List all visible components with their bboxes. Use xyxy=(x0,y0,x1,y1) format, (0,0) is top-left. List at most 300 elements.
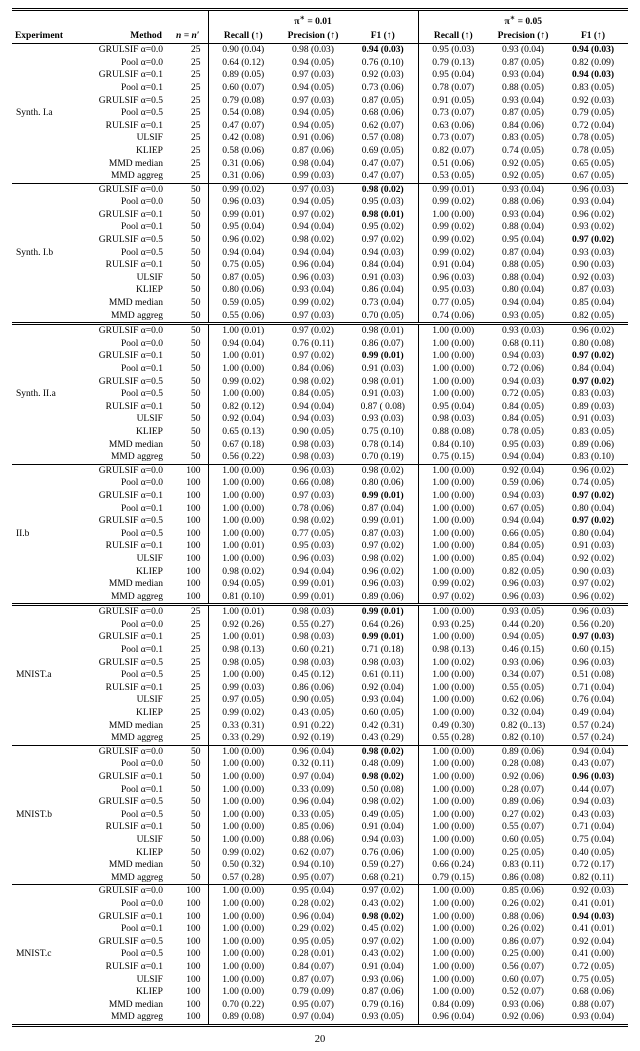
metric-value: 0.41 (0.00) xyxy=(572,949,614,960)
method-label: ULSIF xyxy=(136,133,163,144)
metric-value: 0.67 (0.18) xyxy=(222,439,265,450)
metric-value: 0.91 (0.22) xyxy=(292,720,334,731)
sample-size-value: 25 xyxy=(168,644,208,657)
results-table xyxy=(12,8,628,1027)
metric-value: 0.96 (0.04) xyxy=(292,797,334,808)
metric-value: 0.91 (0.03) xyxy=(572,414,614,425)
metric-value: 0.98 (0.02) xyxy=(222,566,265,577)
metric-value: 0.97 (0.03) xyxy=(278,183,348,196)
metric-value: 0.97 (0.02) xyxy=(348,885,418,898)
method-label: Pool α=0.5 xyxy=(120,247,163,258)
metric-value: 0.92 (0.03) xyxy=(572,272,614,283)
metric-value: 0.95 (0.05) xyxy=(292,936,334,947)
method-label: Pool α=0.0 xyxy=(120,57,163,68)
metric-value: 0.43 (0.07) xyxy=(572,759,614,770)
metric-value: 0.93 (0.04) xyxy=(502,70,544,81)
metric-value: 0.93 (0.06) xyxy=(502,657,544,668)
metric-value: 0.92 (0.02) xyxy=(572,553,614,564)
method-label: MMD aggreg xyxy=(110,1012,163,1023)
method-label: MMD aggreg xyxy=(110,872,163,883)
metric-value: 0.93 (0.03) xyxy=(488,324,558,338)
method-label: GRULSIF α=0.0 xyxy=(72,324,168,338)
metric-value: 0.86 (0.04) xyxy=(348,284,418,297)
table-row xyxy=(12,923,628,936)
metric-value: 0.91 (0.03) xyxy=(572,541,614,552)
metric-value: 0.97 (0.02) xyxy=(572,490,614,501)
table-row xyxy=(12,426,628,439)
method-label: ULSIF xyxy=(136,834,163,845)
metric-value: 0.87 (0.06) xyxy=(292,145,334,156)
sample-size-value: 100 xyxy=(168,974,208,987)
metric-value: 0.74 (0.05) xyxy=(502,145,544,156)
table-row xyxy=(12,107,628,120)
metric-value: 1.00 (0.00) xyxy=(432,338,475,349)
metric-value: 0.80 (0.06) xyxy=(222,285,265,296)
sample-size-value: 25 xyxy=(168,732,208,745)
experiment-label: Synth. I.a xyxy=(15,108,53,119)
metric-value: 0.98 (0.03) xyxy=(292,657,334,668)
metric-value: 0.99 (0.01) xyxy=(348,350,418,363)
sample-size-value: 25 xyxy=(168,158,208,171)
metric-value: 0.99 (0.01) xyxy=(348,631,418,644)
metric-value: 0.60 (0.15) xyxy=(572,645,614,656)
metric-value: 1.00 (0.02) xyxy=(432,657,475,668)
table-row xyxy=(12,566,628,579)
metric-value: 0.99 (0.02) xyxy=(432,222,475,233)
metric-value: 0.76 (0.06) xyxy=(348,847,418,860)
metric-value: 0.55 (0.28) xyxy=(432,733,475,744)
metric-value: 0.87 (0.05) xyxy=(222,272,265,283)
metric-value: 1.00 (0.00) xyxy=(432,209,475,220)
method-label: GRULSIF α=0.0 xyxy=(72,745,168,758)
metric-value: 0.96 (0.02) xyxy=(222,235,265,246)
metric-value: 0.91 (0.04) xyxy=(348,821,418,834)
table-row xyxy=(12,170,628,183)
method-label: Pool α=0.5 xyxy=(120,949,163,960)
method-label: MMD aggreg xyxy=(110,452,163,463)
method-label: Pool α=0.5 xyxy=(120,528,163,539)
sample-size-value: 50 xyxy=(168,413,208,426)
metric-value: 0.97 (0.03) xyxy=(292,310,334,321)
metric-value: 0.99 (0.01) xyxy=(418,183,488,196)
metric-value: 0.92 (0.06) xyxy=(502,1012,544,1023)
table-row xyxy=(12,578,628,591)
metric-value: 0.43 (0.03) xyxy=(572,809,614,820)
table-row xyxy=(12,771,628,784)
metric-value: 0.76 (0.11) xyxy=(292,338,334,349)
metric-value: 0.94 (0.04) xyxy=(292,401,334,412)
metric-value: 0.99 (0.03) xyxy=(222,682,265,693)
col-header-experiment: Experiment xyxy=(12,29,72,44)
metric-value: 1.00 (0.00) xyxy=(432,822,475,833)
metric-value: 1.00 (0.01) xyxy=(222,351,265,362)
metric-value: 0.78 (0.05) xyxy=(572,145,614,156)
metric-value: 0.87 (0.05) xyxy=(502,57,544,68)
metric-value: 0.62 (0.07) xyxy=(292,847,334,858)
col-header-method: Method xyxy=(72,29,168,44)
metric-value: 0.95 (0.03) xyxy=(502,439,544,450)
table-row xyxy=(12,732,628,745)
method-label: Pool α=0.1 xyxy=(120,222,163,233)
metric-value: 0.91 (0.04) xyxy=(348,961,418,974)
metric-value: 0.51 (0.06) xyxy=(432,158,475,169)
table-row xyxy=(12,221,628,234)
metric-value: 0.41 (0.01) xyxy=(572,898,614,909)
experiment-label: MNIST.a xyxy=(12,605,72,746)
metric-value: 0.59 (0.27) xyxy=(348,859,418,872)
table-row xyxy=(12,631,628,644)
table-row xyxy=(12,44,628,57)
method-label: ULSIF xyxy=(136,695,163,706)
metric-value: 0.99 (0.01) xyxy=(348,490,418,503)
metric-value: 0.97 (0.02) xyxy=(572,235,614,246)
metric-value: 0.97 (0.02) xyxy=(348,234,418,247)
table-row xyxy=(12,540,628,553)
metric-value: 0.97 (0.02) xyxy=(292,351,334,362)
metric-value: 0.97 (0.02) xyxy=(572,351,614,362)
metric-value: 0.92 (0.05) xyxy=(502,171,544,182)
col-header-precision-005: Precision (↑) xyxy=(488,29,558,44)
method-label: GRULSIF α=0.5 xyxy=(98,376,163,387)
metric-value: 0.64 (0.12) xyxy=(222,57,265,68)
sample-size-value: 25 xyxy=(168,707,208,720)
method-label: MMD median xyxy=(108,720,163,731)
metric-value: 1.00 (0.00) xyxy=(432,516,475,527)
metric-value: 0.87 (0.05) xyxy=(348,95,418,108)
table-row xyxy=(12,132,628,145)
metric-value: 0.67 (0.05) xyxy=(502,503,544,514)
metric-value: 0.85 (0.06) xyxy=(488,885,558,898)
method-label: KLIEP xyxy=(136,285,163,296)
metric-value: 0.79 (0.08) xyxy=(222,95,265,106)
metric-value: 0.61 (0.11) xyxy=(348,669,418,682)
metric-value: 0.66 (0.05) xyxy=(502,528,544,539)
metric-value: 0.93 (0.04) xyxy=(488,183,558,196)
metric-value: 1.00 (0.00) xyxy=(208,885,278,898)
metric-value: 0.95 (0.04) xyxy=(432,70,475,81)
table-row xyxy=(12,69,628,82)
metric-value: 0.91 (0.05) xyxy=(432,95,475,106)
metric-value: 0.78 (0.06) xyxy=(292,503,334,514)
metric-value: 0.60 (0.05) xyxy=(348,707,418,720)
table-row xyxy=(12,859,628,872)
metric-value: 0.93 (0.04) xyxy=(572,1012,614,1023)
sample-size-value: 50 xyxy=(168,284,208,297)
metric-value: 0.94 (0.04) xyxy=(222,338,265,349)
metric-value: 0.56 (0.20) xyxy=(572,619,614,630)
metric-value: 0.94 (0.04) xyxy=(292,247,334,258)
metric-value: 0.84 (0.05) xyxy=(502,541,544,552)
metric-value: 0.77 (0.05) xyxy=(292,528,334,539)
table-row xyxy=(12,821,628,834)
metric-value: 0.55 (0.05) xyxy=(502,682,544,693)
metric-value: 0.92 (0.04) xyxy=(222,414,265,425)
metric-value: 1.00 (0.00) xyxy=(432,553,475,564)
sample-size-value: 25 xyxy=(168,631,208,644)
metric-value: 0.97 (0.02) xyxy=(572,579,614,590)
metric-value: 0.98 (0.03) xyxy=(432,414,475,425)
sample-size-value: 50 xyxy=(168,859,208,872)
metric-value: 0.91 (0.06) xyxy=(292,133,334,144)
metric-value: 0.95 (0.07) xyxy=(292,999,334,1010)
metric-value: 1.00 (0.00) xyxy=(432,974,475,985)
metric-value: 0.99 (0.01) xyxy=(292,579,334,590)
metric-value: 0.98 (0.01) xyxy=(348,324,418,338)
metric-value: 1.00 (0.00) xyxy=(222,936,265,947)
metric-value: 0.98 (0.02) xyxy=(348,796,418,809)
metric-value: 0.27 (0.02) xyxy=(502,809,544,820)
metric-value: 0.85 (0.06) xyxy=(292,822,334,833)
metric-value: 0.82 (0.05) xyxy=(502,566,544,577)
metric-value: 1.00 (0.01) xyxy=(222,541,265,552)
col-header-recall-001: Recall (↑) xyxy=(208,29,278,44)
metric-value: 0.84 (0.05) xyxy=(502,401,544,412)
metric-value: 0.82 (0.09) xyxy=(572,57,614,68)
metric-value: 0.86 (0.07) xyxy=(502,936,544,947)
metric-value: 0.28 (0.02) xyxy=(292,898,334,909)
metric-value: 0.29 (0.02) xyxy=(292,924,334,935)
table-row xyxy=(12,259,628,272)
metric-value: 0.96 (0.03) xyxy=(278,464,348,477)
metric-value: 0.96 (0.02) xyxy=(558,464,628,477)
metric-value: 0.96 (0.03) xyxy=(222,197,265,208)
method-label: GRULSIF α=0.0 xyxy=(72,605,168,619)
metric-value: 0.56 (0.22) xyxy=(222,452,265,463)
method-label: ULSIF xyxy=(136,272,163,283)
method-label: GRULSIF α=0.1 xyxy=(98,911,163,922)
metric-value: 0.25 (0.05) xyxy=(502,847,544,858)
table-row xyxy=(12,196,628,209)
sample-size-value: 100 xyxy=(168,578,208,591)
metric-value: 0.45 (0.12) xyxy=(292,670,334,681)
table-row xyxy=(12,974,628,987)
table-row xyxy=(12,707,628,720)
metric-value: 1.00 (0.01) xyxy=(222,632,265,643)
metric-value: 0.88 (0.06) xyxy=(292,834,334,845)
metric-value: 0.53 (0.05) xyxy=(432,171,475,182)
metric-value: 0.52 (0.07) xyxy=(502,987,544,998)
metric-value: 1.00 (0.00) xyxy=(222,553,265,564)
metric-value: 0.63 (0.06) xyxy=(432,120,475,131)
table-row xyxy=(12,758,628,771)
metric-value: 0.93 (0.05) xyxy=(348,1011,418,1025)
metric-value: 1.00 (0.00) xyxy=(208,745,278,758)
metric-value: 0.97 (0.02) xyxy=(572,516,614,527)
metric-value: 0.98 (0.13) xyxy=(222,645,265,656)
metric-value: 0.94 (0.05) xyxy=(292,82,334,93)
metric-value: 0.72 (0.05) xyxy=(572,961,614,972)
metric-value: 1.00 (0.00) xyxy=(432,708,475,719)
metric-value: 1.00 (0.00) xyxy=(432,528,475,539)
metric-value: 1.00 (0.00) xyxy=(208,464,278,477)
metric-value: 0.72 (0.04) xyxy=(572,120,614,131)
sample-size-value: 50 xyxy=(168,796,208,809)
metric-value: 0.96 (0.03) xyxy=(502,591,544,602)
metric-value: 0.60 (0.07) xyxy=(502,974,544,985)
sample-size-value: 50 xyxy=(168,809,208,822)
metric-value: 0.98 (0.02) xyxy=(348,464,418,477)
table-row xyxy=(12,644,628,657)
metric-value: 0.93 (0.03) xyxy=(572,247,614,258)
metric-value: 1.00 (0.00) xyxy=(432,834,475,845)
metric-value: 0.99 (0.02) xyxy=(432,235,475,246)
metric-value: 0.76 (0.04) xyxy=(572,695,614,706)
sample-size-value: 25 xyxy=(168,657,208,670)
metric-value: 1.00 (0.00) xyxy=(222,809,265,820)
metric-value: 0.84 (0.04) xyxy=(572,364,614,374)
sample-size-value: 100 xyxy=(168,885,208,898)
table-row xyxy=(12,490,628,503)
method-label: MMD aggreg xyxy=(110,171,163,182)
method-label: RULSIF α=0.1 xyxy=(105,961,163,972)
metric-value: 0.83 (0.05) xyxy=(572,426,614,437)
sample-size-value: 100 xyxy=(168,540,208,553)
sample-size-value: 25 xyxy=(168,145,208,158)
metric-value: 0.54 (0.08) xyxy=(222,108,265,119)
metric-value: 1.00 (0.00) xyxy=(222,898,265,909)
metric-value: 1.00 (0.00) xyxy=(432,784,475,795)
table-row xyxy=(12,948,628,961)
sample-size-value: 25 xyxy=(168,720,208,733)
method-label: MMD median xyxy=(108,860,163,871)
metric-value: 0.49 (0.05) xyxy=(348,809,418,822)
metric-value: 1.00 (0.00) xyxy=(222,822,265,833)
table-row xyxy=(12,158,628,171)
metric-value: 0.32 (0.04) xyxy=(502,708,544,719)
table-row xyxy=(12,503,628,516)
table-row xyxy=(12,1011,628,1025)
metric-value: 0.96 (0.04) xyxy=(278,745,348,758)
metric-value: 0.91 (0.04) xyxy=(432,260,475,271)
table-row xyxy=(12,669,628,682)
sample-size-value: 100 xyxy=(168,911,208,924)
sample-size-value: 50 xyxy=(168,183,208,196)
method-label: Pool α=0.5 xyxy=(120,670,163,681)
metric-value: 0.85 (0.04) xyxy=(502,553,544,564)
method-label: Pool α=0.1 xyxy=(120,645,163,656)
metric-value: 0.83 (0.10) xyxy=(572,452,614,463)
metric-value: 0.93 (0.06) xyxy=(502,999,544,1010)
metric-value: 1.00 (0.00) xyxy=(432,364,475,374)
sample-size-value: 50 xyxy=(168,363,208,376)
metric-value: 0.68 (0.21) xyxy=(348,872,418,885)
table-row xyxy=(12,477,628,490)
metric-value: 0.65 (0.13) xyxy=(222,426,265,437)
metric-value: 0.96 (0.03) xyxy=(292,272,334,283)
metric-value: 0.94 (0.04) xyxy=(292,222,334,233)
metric-value: 0.94 (0.04) xyxy=(292,566,334,577)
table-row xyxy=(12,986,628,999)
table-row xyxy=(12,745,628,758)
metric-value: 0.92 (0.04) xyxy=(348,682,418,695)
sample-size-value: 50 xyxy=(168,259,208,272)
metric-value: 0.48 (0.09) xyxy=(348,758,418,771)
metric-value: 0.70 (0.19) xyxy=(348,451,418,464)
table-row xyxy=(12,120,628,133)
metric-value: 0.88 (0.07) xyxy=(572,999,614,1010)
method-label: Pool α=0.0 xyxy=(120,197,163,208)
table-row xyxy=(12,694,628,707)
sample-size-value: 25 xyxy=(168,619,208,632)
metric-value: 0.94 (0.03) xyxy=(348,44,418,57)
sample-size-value: 50 xyxy=(168,209,208,222)
metric-value: 0.97 (0.03) xyxy=(292,70,334,81)
table-row xyxy=(12,784,628,797)
metric-value: 1.00 (0.00) xyxy=(432,949,475,960)
sample-size-value: 50 xyxy=(168,310,208,324)
metric-value: 0.99 (0.01) xyxy=(292,591,334,602)
metric-value: 0.89 (0.06) xyxy=(572,439,614,450)
metric-value: 0.88 (0.08) xyxy=(432,426,475,437)
sample-size-value: 50 xyxy=(168,784,208,797)
metric-value: 0.98 (0.05) xyxy=(222,657,265,668)
metric-value: 0.31 (0.06) xyxy=(222,171,265,182)
pi-symbol: π xyxy=(294,17,300,28)
metric-value: 0.87 (0.03) xyxy=(348,528,418,541)
metric-value: 0.83 (0.05) xyxy=(572,82,614,93)
method-label: KLIEP xyxy=(136,708,163,719)
metric-value: 1.00 (0.01) xyxy=(208,324,278,338)
table-row xyxy=(12,338,628,351)
metric-value: 0.81 (0.10) xyxy=(222,591,265,602)
table-row xyxy=(12,284,628,297)
metric-value: 0.88 (0.05) xyxy=(502,260,544,271)
table-row xyxy=(12,605,628,619)
metric-value: 0.43 (0.05) xyxy=(292,708,334,719)
metric-value: 0.98 (0.03) xyxy=(348,657,418,670)
metric-value: 1.00 (0.00) xyxy=(222,784,265,795)
metric-value: 0.79 (0.13) xyxy=(432,57,475,68)
method-label: GRULSIF α=0.5 xyxy=(98,516,163,527)
metric-value: 0.74 (0.06) xyxy=(432,310,475,321)
metric-value: 0.64 (0.26) xyxy=(348,619,418,632)
table-row xyxy=(12,720,628,733)
metric-value: 0.62 (0.07) xyxy=(348,120,418,133)
method-label: Pool α=0.0 xyxy=(120,759,163,770)
metric-value: 0.97 (0.02) xyxy=(278,324,348,338)
metric-value: 0.85 (0.04) xyxy=(572,298,614,309)
metric-value: 0.33 (0.05) xyxy=(292,809,334,820)
metric-value: 0.89 (0.06) xyxy=(502,797,544,808)
metric-value: 0.83 (0.11) xyxy=(502,860,544,871)
metric-value: 0.73 (0.07) xyxy=(432,133,475,144)
sample-size-value: 25 xyxy=(168,69,208,82)
metric-value: 1.00 (0.00) xyxy=(432,490,475,501)
metric-value: 0.92 (0.26) xyxy=(222,619,265,630)
metric-value: 0.90 (0.03) xyxy=(572,260,614,271)
sample-size-value: 100 xyxy=(168,936,208,949)
metric-value: 0.89 (0.08) xyxy=(222,1012,265,1023)
metric-value: 0.25 (0.00) xyxy=(502,949,544,960)
metric-value: 0.98 (0.03) xyxy=(278,605,348,619)
sample-size-value: 50 xyxy=(168,847,208,860)
metric-value: 0.99 (0.02) xyxy=(208,183,278,196)
experiment-label: II.b xyxy=(12,464,72,605)
table-row xyxy=(12,350,628,363)
sample-size-value: 25 xyxy=(168,605,208,619)
metric-value: 1.00 (0.00) xyxy=(222,834,265,845)
metric-value: 1.00 (0.00) xyxy=(222,490,265,501)
metric-value: 0.43 (0.02) xyxy=(348,948,418,961)
metric-value: 0.93 (0.04) xyxy=(572,197,614,208)
metric-value: 0.94 (0.03) xyxy=(572,911,614,922)
metric-value: 0.89 (0.05) xyxy=(222,70,265,81)
metric-value: 1.00 (0.00) xyxy=(432,936,475,947)
metric-value: 0.93 (0.05) xyxy=(502,310,544,321)
metric-value: 0.94 (0.03) xyxy=(348,247,418,260)
sample-size-value: 50 xyxy=(168,834,208,847)
metric-value: 1.00 (0.00) xyxy=(222,516,265,527)
